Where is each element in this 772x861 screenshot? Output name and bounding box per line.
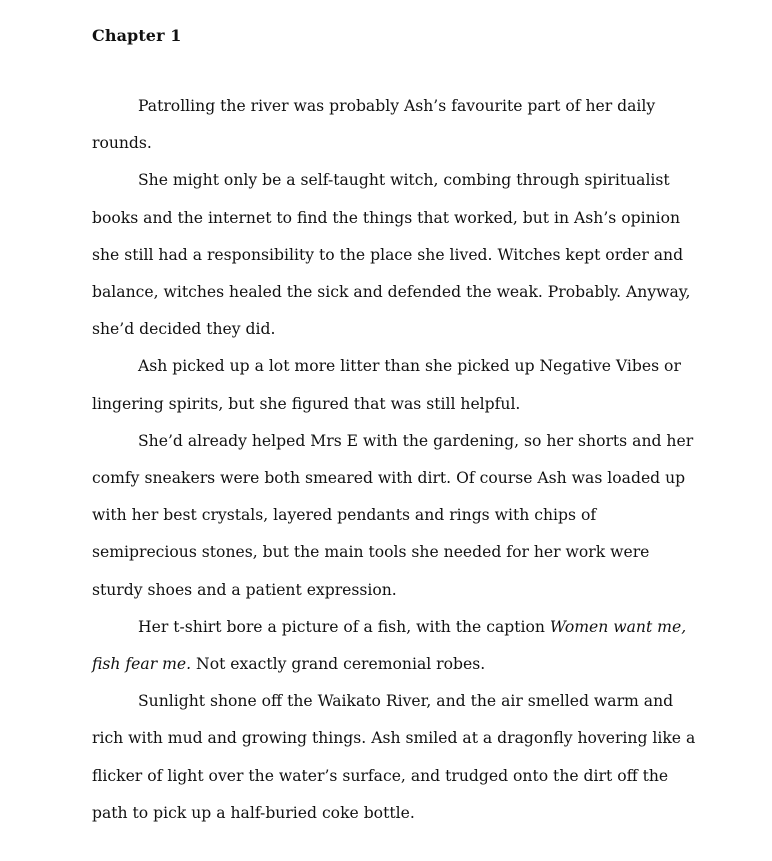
paragraph-text-after: Not exactly grand ceremonial robes.: [191, 655, 486, 674]
paragraph-text-before: Her t-shirt bore a picture of a fish, with the caption: [138, 617, 550, 636]
chapter-heading: Chapter 1: [92, 26, 182, 45]
paragraph: She might only be a self-taught witch, combing through spiritualist books and the internet to find the things that worked, but in Ash’s opinion she still had a responsibility to the place she lived. Witches kept order and balance, witches healed the sick and defended the weak. Probably. Anyway, she’d decided they did.: [92, 171, 691, 339]
paragraph: [92, 609, 696, 683]
shirt-caption-italic: Women want me, fish fear me.: [92, 617, 687, 674]
paragraph: She’d already helped Mrs E with the gardening, so her shorts and her comfy sneakers were both smeared with dirt. Of course Ash was loaded up with her best crystals, layered pendants and rings with chips of semiprecious stones, but the main tools she needed for her work were sturdy shoes and a patient expression.: [92, 431, 694, 599]
chapter-body: [92, 88, 696, 832]
paragraph: Patrolling the river was probably Ash’s favourite part of her daily rounds.: [92, 97, 656, 153]
paragraph: Sunlight shone off the Waikato River, and the air smelled warm and rich with mud and growing things. Ash smiled at a dragonfly hovering like a flicker of light over the water’s surface, and trudged onto the dirt off the path to pick up a half-buried coke bottle.: [92, 692, 696, 822]
paragraph: Ash picked up a lot more litter than she picked up Negative Vibes or lingering spirits, but she figured that was still helpful.: [92, 357, 681, 413]
